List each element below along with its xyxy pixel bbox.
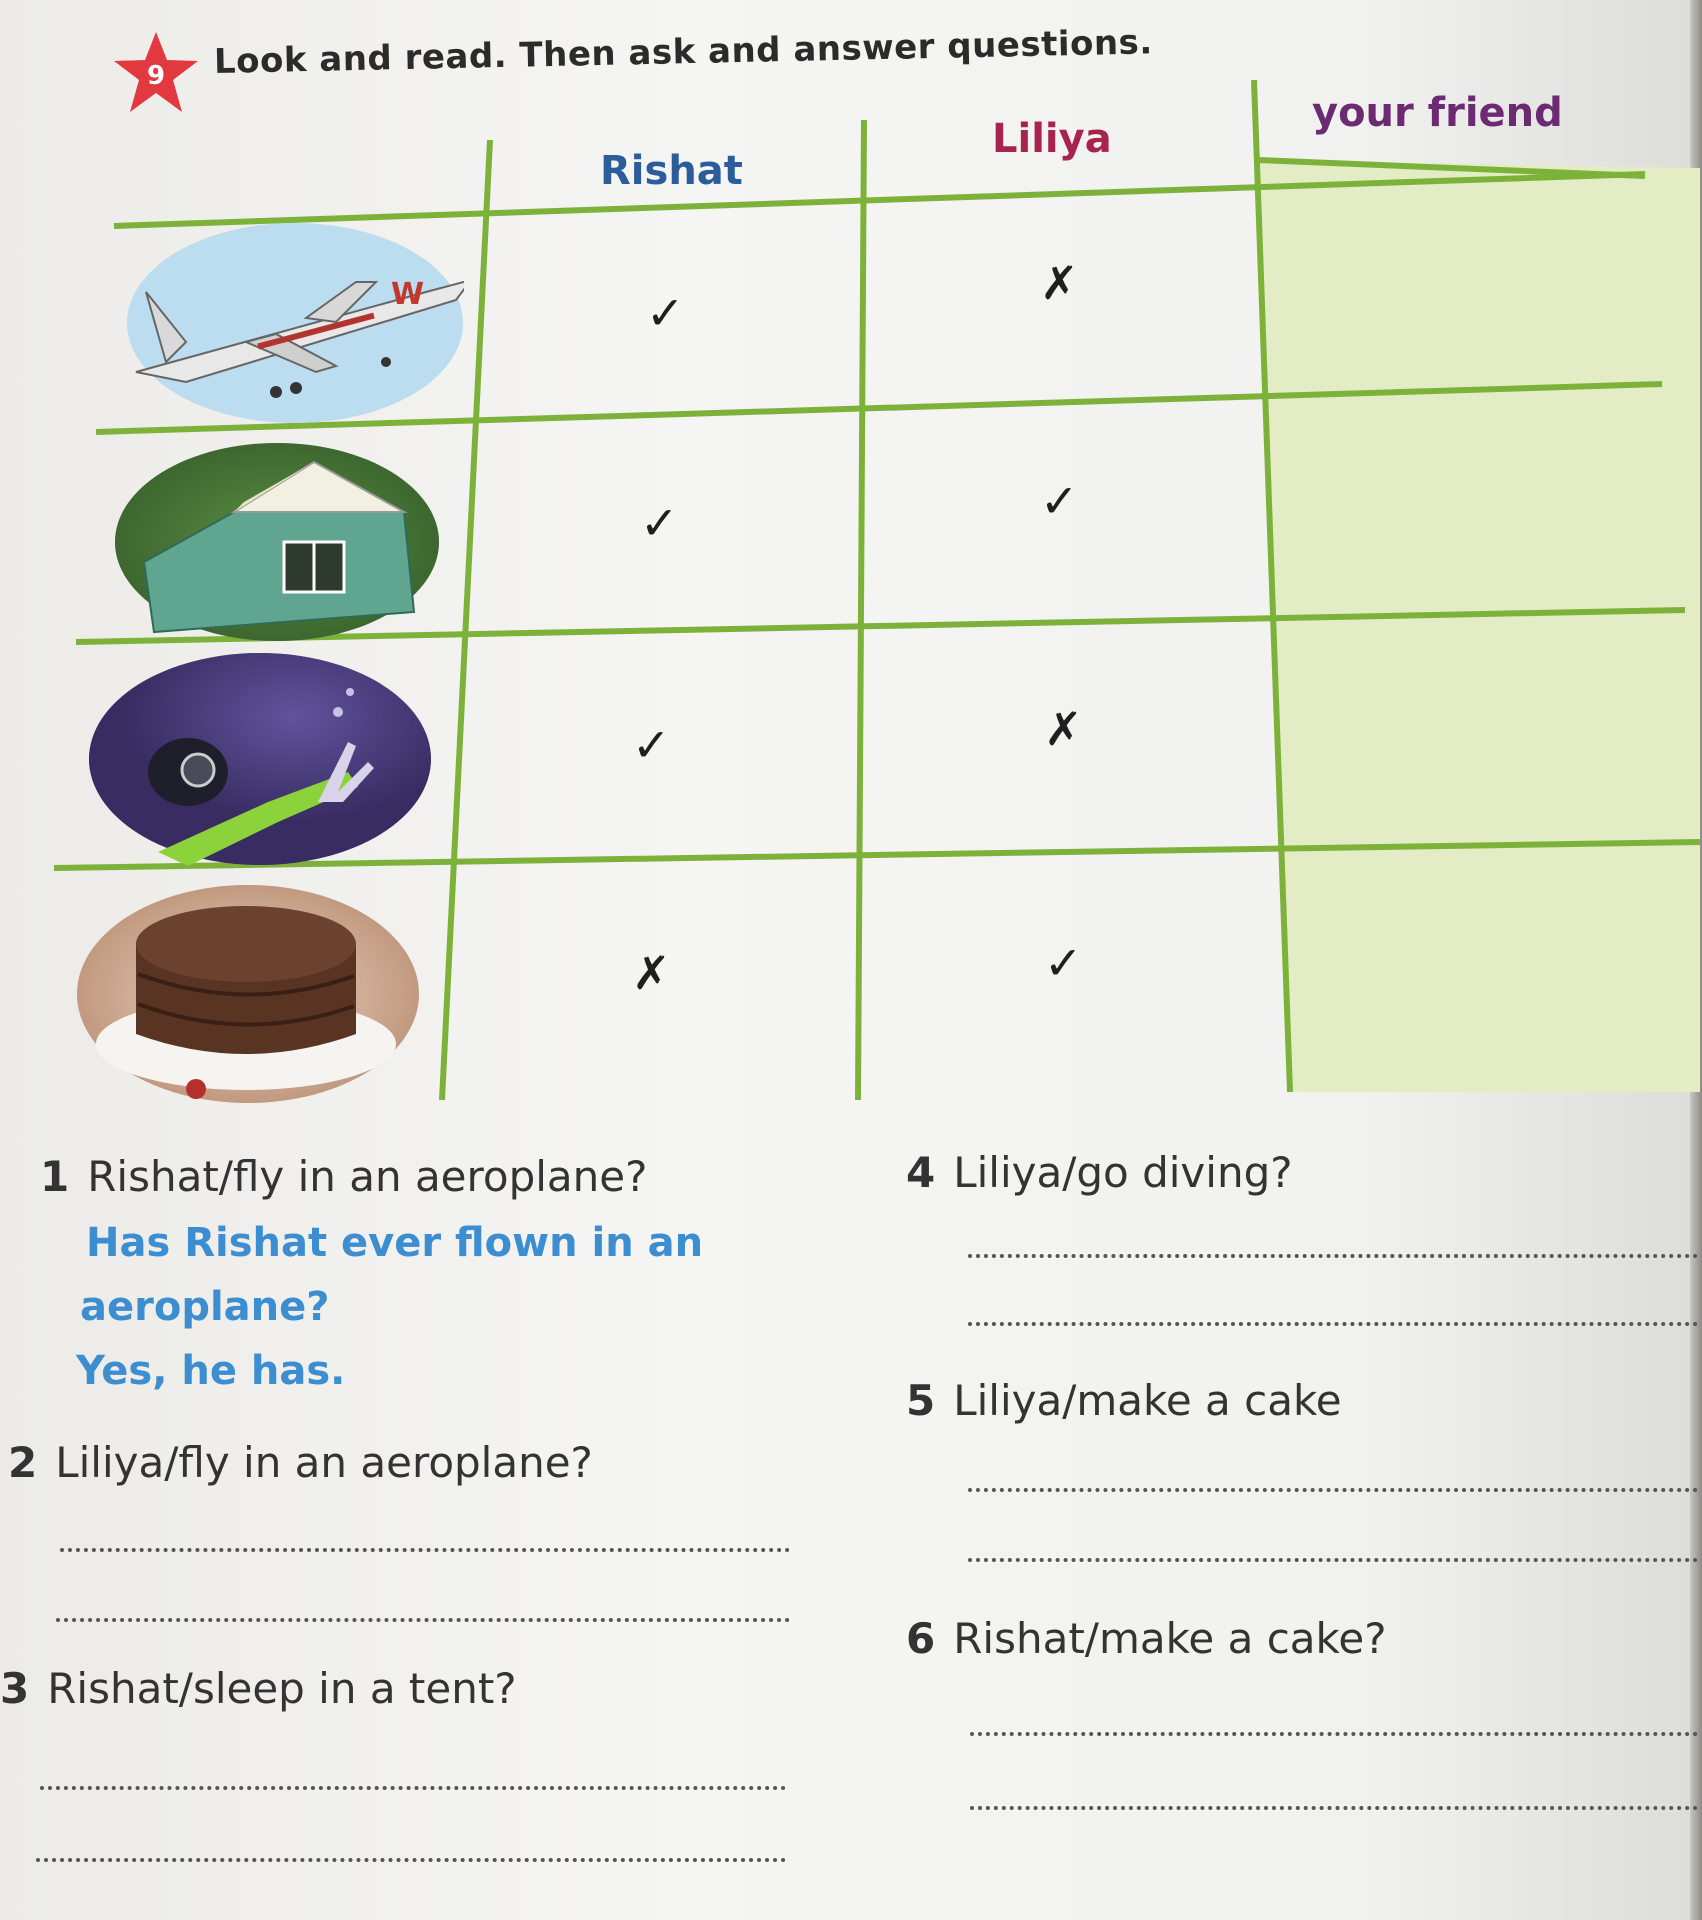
column-header-rishat: Rishat [600, 148, 743, 194]
question-6-text: Rishat/make a cake? [953, 1614, 1387, 1663]
question-2-text: Liliya/fly in an aeroplane? [55, 1438, 593, 1487]
question-3-number: 3 [0, 1664, 30, 1713]
aeroplane-icon [126, 222, 464, 424]
answer-line-4a[interactable] [968, 1254, 1698, 1258]
answer-line-6b[interactable] [970, 1806, 1698, 1810]
column-header-your-friend: your friend [1312, 90, 1563, 136]
cake-icon [76, 884, 420, 1104]
mark-liliya-diving: ✗ [1044, 702, 1083, 756]
question-4-text: Liliya/go diving? [953, 1148, 1293, 1197]
question-5-text: Liliya/make a cake [953, 1376, 1342, 1425]
friend-column-fill [1258, 160, 1700, 1092]
column-header-liliya: Liliya [992, 116, 1112, 162]
mark-rishat-cake: ✗ [632, 946, 671, 1000]
example-answer-line-1: Has Rishat ever flown in an [86, 1220, 704, 1266]
question-6-number: 6 [906, 1614, 936, 1663]
example-answer-line-3: Yes, he has. [76, 1348, 346, 1394]
question-2-number: 2 [8, 1438, 38, 1487]
answer-line-5b[interactable] [968, 1558, 1698, 1562]
answer-line-3b[interactable] [36, 1858, 786, 1862]
question-2 [8, 1438, 593, 1487]
mark-rishat-diving: ✓ [632, 718, 671, 772]
grid-line-v2 [858, 120, 864, 1100]
mark-liliya-aeroplane: ✗ [1040, 256, 1079, 310]
diver-icon [88, 652, 432, 866]
answer-line-3a[interactable] [40, 1786, 786, 1790]
answer-line-2a[interactable] [60, 1548, 790, 1552]
question-5 [906, 1376, 1342, 1425]
mark-liliya-cake: ✓ [1044, 936, 1083, 990]
exercise-number: 9 [146, 61, 166, 91]
example-answer-line-2: aeroplane? [80, 1284, 330, 1330]
question-3-text: Rishat/sleep in a tent? [47, 1664, 517, 1713]
question-1-text: Rishat/fly in an aeroplane? [87, 1152, 648, 1201]
answer-line-2b[interactable] [56, 1618, 790, 1622]
question-3 [0, 1664, 517, 1713]
tent-icon [114, 442, 440, 642]
mark-rishat-aeroplane: ✓ [646, 286, 685, 340]
answer-line-4b[interactable] [968, 1322, 1698, 1326]
question-4-number: 4 [906, 1148, 936, 1197]
answer-line-5a[interactable] [968, 1488, 1698, 1492]
question-6 [906, 1614, 1386, 1663]
mark-rishat-tent: ✓ [640, 496, 679, 550]
question-4 [906, 1148, 1293, 1197]
exercise-instruction: Look and read. Then ask and answer questions. [213, 22, 1154, 82]
svg-text:W: W [391, 277, 425, 312]
question-1 [40, 1152, 647, 1201]
answer-line-6a[interactable] [970, 1732, 1698, 1736]
mark-liliya-tent: ✓ [1040, 474, 1079, 528]
question-1-number: 1 [40, 1152, 70, 1201]
question-5-number: 5 [906, 1376, 936, 1425]
